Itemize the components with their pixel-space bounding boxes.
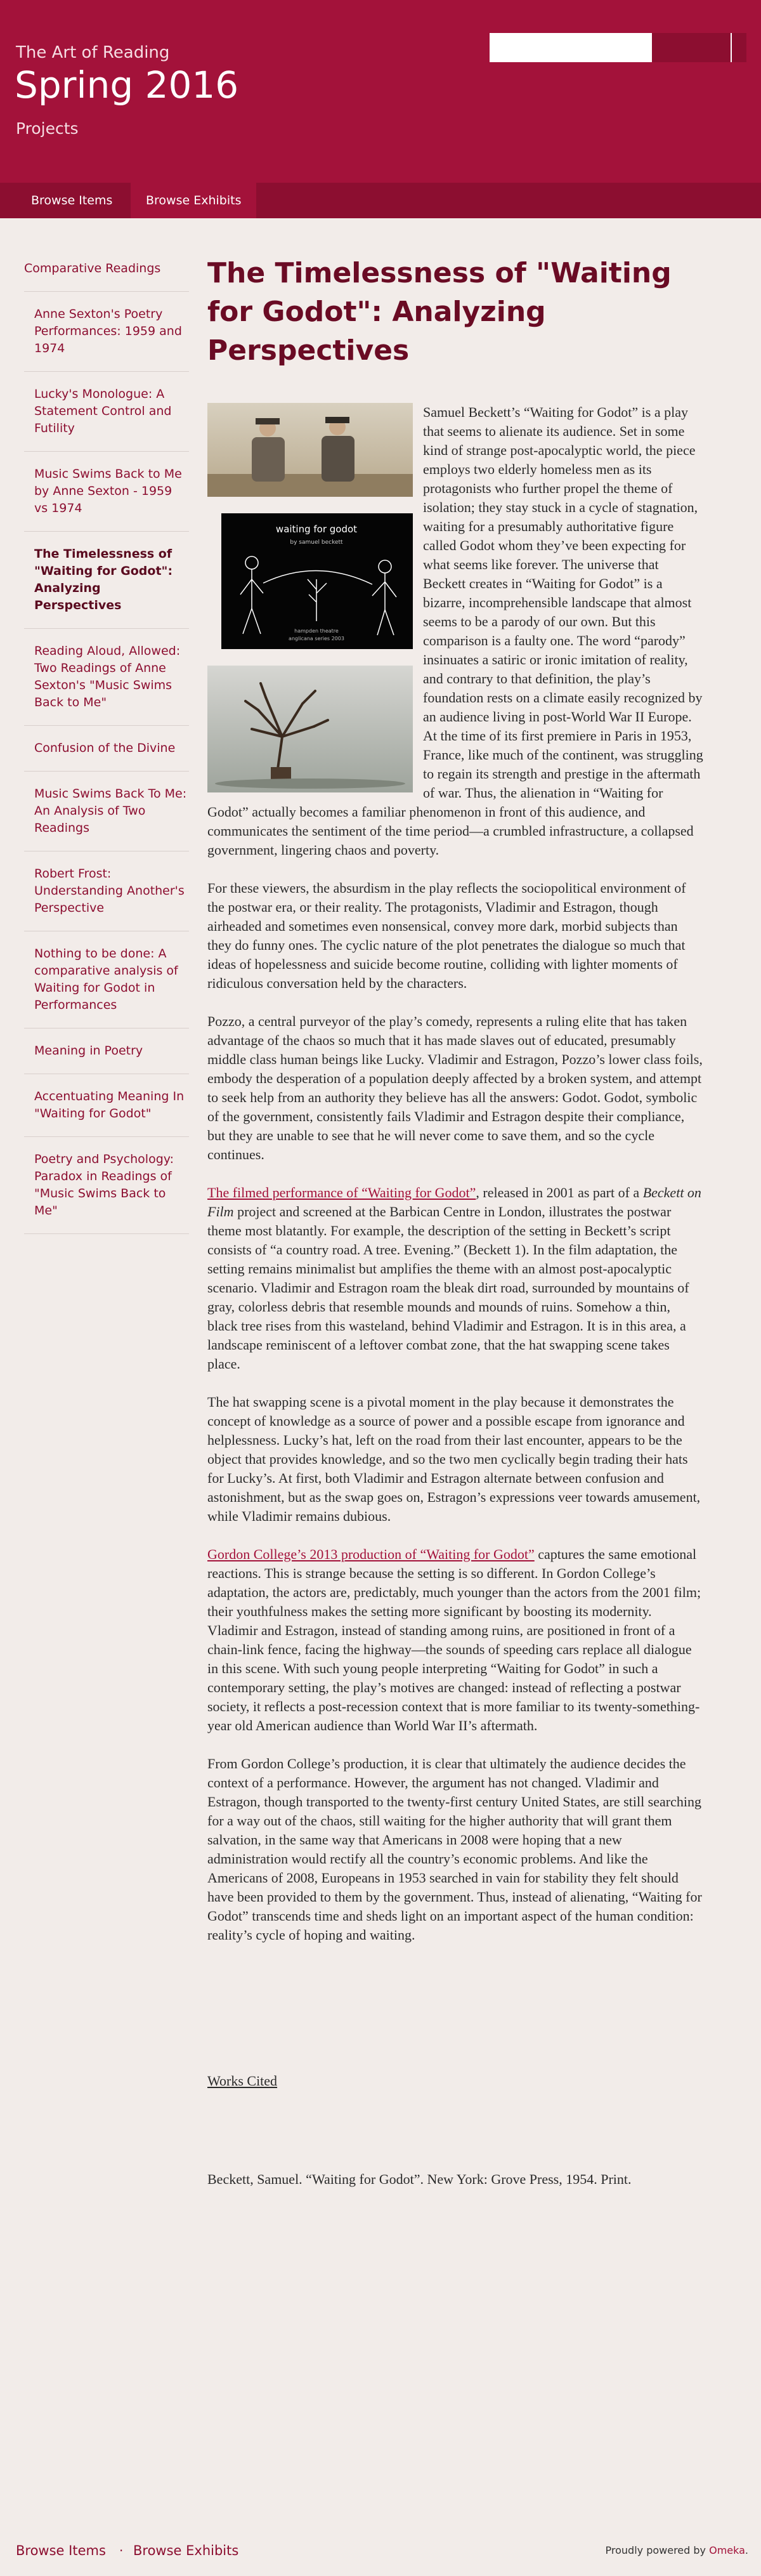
- page-title: The Timelessness of "Waiting for Godot": Analyzing Perspectives: [207, 257, 672, 367]
- search-input[interactable]: [490, 33, 652, 62]
- site-title[interactable]: Spring 2016: [15, 63, 239, 107]
- nav-browse-items[interactable]: Browse Items: [16, 183, 127, 218]
- sidebar-item[interactable]: Music Swims Back to Me by Anne Sexton - 1959 vs 1974: [24, 452, 189, 532]
- powered-by-text: Proudly powered by: [605, 2544, 710, 2556]
- sidebar-item[interactable]: Accentuating Meaning In "Waiting for Godot": [24, 1074, 189, 1137]
- citation-entry: Beckett, Samuel. “Waiting for Godot”. New York: Grove Press, 1954. Print.: [207, 2171, 632, 2187]
- nav-browse-exhibits[interactable]: Browse Exhibits: [131, 183, 256, 218]
- sidebar-item-current[interactable]: The Timelessness of "Waiting for Godot": Analyzing Perspectives: [24, 532, 189, 629]
- footer-browse-items[interactable]: Browse Items: [16, 2543, 106, 2558]
- sidebar-item[interactable]: Anne Sexton's Poetry Performances: 1959 and 1974: [24, 292, 189, 372]
- footer-separator: ·: [119, 2543, 124, 2558]
- sidebar-item[interactable]: Meaning in Poetry: [24, 1028, 189, 1074]
- site-subtitle[interactable]: The Art of Reading: [16, 43, 170, 62]
- site-footer: [0, 2525, 761, 2576]
- paragraph-7: From Gordon College’s production, it is clear that ultimately the audience decides the context of a performance. However, the argument has not changed. Vladimir and Estragon, though transported to the twenty-first century United States, are still searching for a way out of the chaos, still waiting for the higher authority that will grant them salvation, in the same way that Americans in 2008 were hoping that a new administration would rectify all the country’s economic problems. And like the Americans of 2008, Europeans in 1953 searched in vain for stability they felt should have been provided to them by the government. Thus, instead of alienating, “Waiting for Godot” transcends time and sheds light on an important aspect of the human condition: reality’s cycle of hoping and waiting.: [207, 1756, 702, 1943]
- paragraph-5: The hat swapping scene is a pivotal moment in the play because it demonstrates the concept of knowledge as a source of power and a possible escape from ignorance and helplessness. Lucky’s hat, left on the road from their last encounter, appears to be the object that provides knowledge, and so the two men cyclically begin trading their hats for Lucky’s. At first, both Vladimir and Estragon alternate between confusion and astonishment, but as the swap goes on, Estragon’s expressions veer towards amusement, while Vladimir remains dubious.: [207, 1394, 701, 1524]
- advanced-search-button[interactable]: [652, 33, 731, 62]
- gordon-college-link[interactable]: Gordon College’s 2013 production of “Waiting for Godot”: [207, 1546, 535, 1562]
- primary-nav: [0, 183, 761, 218]
- powered-by-suffix: .: [745, 2544, 748, 2556]
- sidebar-item[interactable]: Music Swims Back To Me: An Analysis of Two Readings: [24, 772, 189, 851]
- sidebar-item-comparative-readings[interactable]: Comparative Readings: [24, 249, 189, 292]
- site-header: [0, 0, 761, 183]
- works-cited-heading: Works Cited: [207, 2073, 278, 2089]
- paragraph-3: Pozzo, a central purveyor of the play’s comedy, represents a ruling elite that has taken advantage of the chaos so much that it has made slaves out of educated, presumably middle class human beings like Lucky. Vladimir and Estragon, Pozzo’s lower class foils, embody the desperation of a population deeply affected by a broken system, and attempt to seek help from an authority they believe has all the answers: Godot. Godot, symbolic of the government, consistently fails Vladimir and Estragon despite their compliance, but they are unable to see that he will never come to save them, and so the cycle continues.: [207, 1013, 703, 1162]
- paragraph-6: [207, 1545, 703, 1735]
- poster-title: waiting for godot: [275, 523, 358, 535]
- powered-by: [606, 2544, 748, 2556]
- sidebar-item[interactable]: Poetry and Psychology: Paradox in Readings of "Music Swims Back to Me": [24, 1137, 189, 1234]
- sidebar-item[interactable]: Confusion of the Divine: [24, 726, 189, 772]
- paragraph-4-text-a: , released in 2001 as part of a: [476, 1185, 643, 1200]
- paragraph-1: Samuel Beckett’s “Waiting for Godot” is a play that seems to alienate its audience. Set in some kind of strange post-apocalyptic world, the piece employs two elderly homeless men as its protagonists who further propel the theme of isolation; they stay stuck in a cycle of stagnation, waiting for a presumably authoritative figure called Godot whom they’ve been expecting for what seems like forever. The universe that Beckett creates in “Waiting for Godot” is a bizarre, incomprehensible landscape that almost seems to be a parody of our own. But this comparison is a faulty one. The word “parody” insinuates a satiric or ironic imitation of reality, and contrary to that definition, the play’s foundation rests on a climate easily recognized by an audience living in post-World War II Europe. At the time of its first premiere in Paris in 1953, France, like much of the continent, was struggling to regain its strength and prestige in the aftermath of war. Thus, the alienation in “Waiting for Godot” actually becomes a familiar phenomenon in front of this audience, and communicates the sentiment of the time period—a crumbled infrastructure, a collapsed government, lingering chaos and poverty.: [207, 404, 703, 858]
- search-submit-button[interactable]: [731, 33, 746, 62]
- sidebar-item[interactable]: Reading Aloud, Allowed: Two Readings of Anne Sexton's "Music Swims Back to Me": [24, 629, 189, 726]
- sidebar-item[interactable]: Lucky's Monologue: A Statement Control and Futility: [24, 372, 189, 452]
- poster-caption-2: anglicana series 2003: [289, 636, 344, 641]
- sidebar-item[interactable]: Robert Frost: Understanding Another's Perspective: [24, 851, 189, 931]
- footer-browse-exhibits[interactable]: Browse Exhibits: [133, 2543, 239, 2558]
- beckett-on-film-title: Beckett on Film: [207, 1185, 701, 1219]
- filmed-performance-link[interactable]: The filmed performance of “Waiting for Godot”: [207, 1185, 476, 1200]
- sidebar-item[interactable]: Nothing to be done: A comparative analysis of Waiting for Godot in Performances: [24, 931, 189, 1028]
- tree-image[interactable]: [207, 666, 413, 792]
- paragraph-4: [207, 1183, 703, 1374]
- poster-author: by samuel beckett: [290, 539, 343, 546]
- film-still-image[interactable]: [207, 403, 413, 497]
- poster-caption: hampden theatre: [294, 628, 339, 634]
- poster-image[interactable]: [221, 513, 413, 649]
- paragraph-2: For these viewers, the absurdism in the play reflects the sociopolitical environment of the postwar era, or their reality. The protagonists, Vladimir and Estragon, though airheaded and sometimes even nonsensical, convey more dark, morbid subjects than they do funny ones. The cyclic nature of the plot penetrates the dialogue so much that ideas of hopelessness and suicide become routine, colliding with lighter moments of ridiculous conversation held by the characters.: [207, 880, 686, 991]
- paragraph-4-text-b: project and screened at the Barbican Centre in London, illustrates the postwar theme most blatantly. For example, the description of the setting in Beckett’s script consists of “a country road. A tree. Evening.” (Beckett 1). In the film adaptation, the setting remains minimalist but amplifies the theme with an almost post-apocalyptic scenario. Vladimir and Estragon roam the bleak dirt road, surrounded by mountains of gray, colorless debris that resemble mounds and mounds of ruins. Somehow a thin, black tree rises from this wasteland, behind Vladimir and Estragon. It is in this area, a landscape reminiscent of a leftover combat zone, that the hat swapping scene takes place.: [207, 1204, 689, 1372]
- exhibit-sidebar: [24, 249, 189, 1234]
- site-section[interactable]: Projects: [16, 119, 79, 138]
- main-content: [207, 254, 703, 2189]
- omeka-link[interactable]: Omeka: [709, 2544, 745, 2556]
- paragraph-6-text: captures the same emotional reactions. This is strange because the setting is so different. In Gordon College’s adaptation, the actors are, predictably, much younger than the actors from the 2001 film; their youthfulness makes the setting more significant by boosting its modernity. Vladimir and Estragon, instead of standing among ruins, are positioned in front of a chain-link fence, facing the highway—the sounds of speeding cars replace all dialogue in this scene. With such young people interpreting “Waiting for Godot” in such a contemporary setting, the play’s motives are changed: instead of reflecting a postwar society, it reflects a post-recession context that is more familiar to its twenty-something-year old American audience than World War II’s aftermath.: [207, 1546, 701, 1733]
- article-body: [207, 403, 703, 2189]
